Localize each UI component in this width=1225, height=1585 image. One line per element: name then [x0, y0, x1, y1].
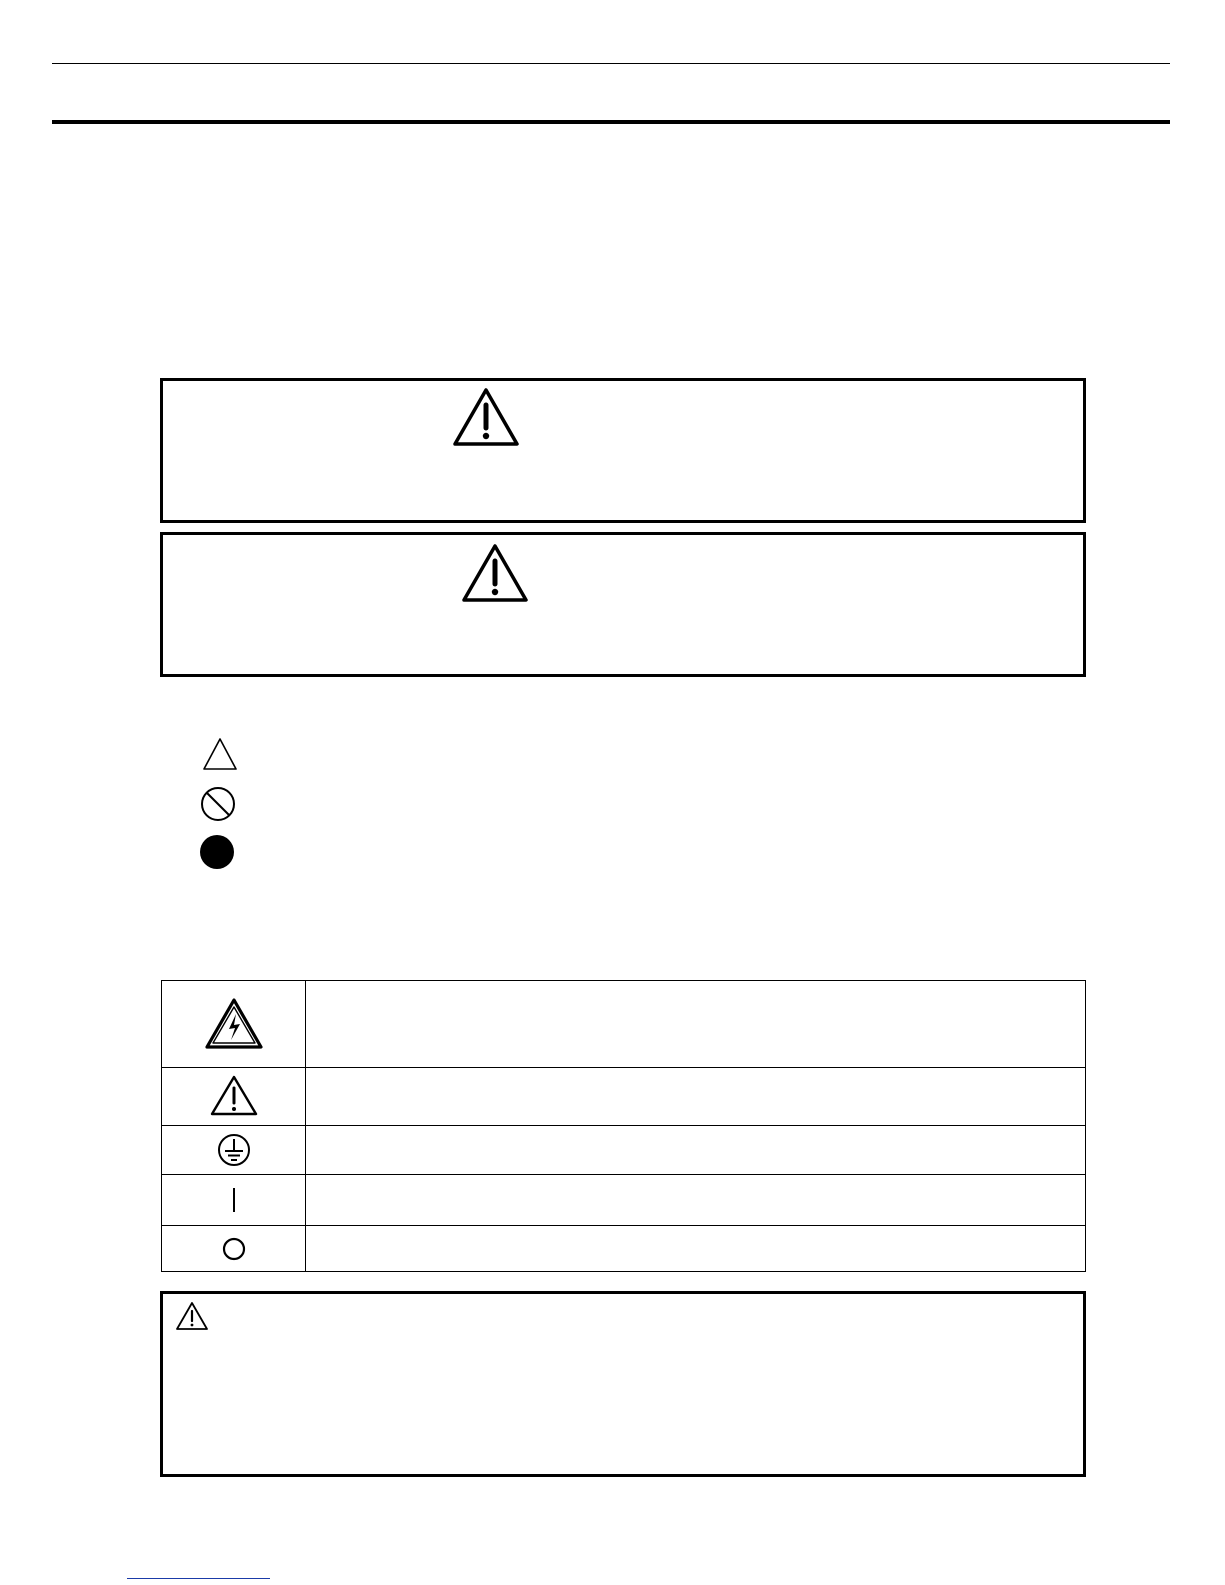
- header-thick-rule: [52, 120, 1170, 124]
- footer-link-underline[interactable]: [127, 1578, 270, 1579]
- table-row: [162, 1125, 305, 1174]
- caution-triangle-icon: [209, 1074, 259, 1118]
- caution-box: [160, 532, 1086, 677]
- notice-box: [160, 1291, 1086, 1477]
- caution-triangle-icon: [460, 541, 530, 605]
- symbol-table: [161, 980, 1086, 1272]
- triangle-outline-icon: [200, 735, 240, 775]
- warning-triangle-icon: [451, 385, 521, 449]
- header-thin-rule: [52, 63, 1170, 64]
- table-row: [162, 1067, 305, 1125]
- table-row: [162, 1225, 305, 1273]
- prohibition-circle-icon: [198, 784, 238, 824]
- table-row: [162, 1174, 305, 1225]
- protective-earth-icon: [216, 1132, 252, 1168]
- electric-shock-warning-icon: [203, 996, 265, 1052]
- table-row: [162, 981, 305, 1067]
- filled-circle-icon: [197, 832, 237, 872]
- small-warning-triangle-icon: [174, 1300, 210, 1332]
- warning-box: [160, 378, 1086, 523]
- power-on-icon: [229, 1185, 239, 1215]
- power-off-icon: [220, 1235, 248, 1263]
- table-column-divider: [305, 981, 306, 1271]
